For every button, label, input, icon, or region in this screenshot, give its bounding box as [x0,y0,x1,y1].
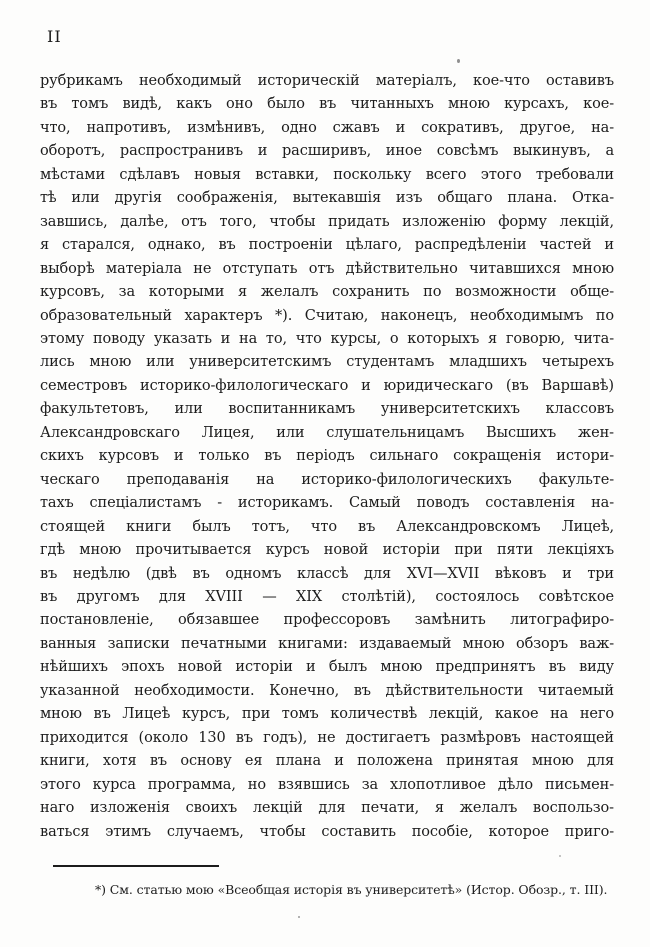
text-line: что, напротивъ, измѣнивъ, одно сжавъ и сокративъ, другое, на- [40,119,614,136]
text-line: наго изложенія своихъ лекцій для печати, я желалъ воспользо- [40,800,614,817]
text-line: скихъ курсовъ и только въ періодъ сильнаго сокращенія истори- [40,448,614,465]
text-line: нѣйшихъ эпохъ новой исторіи и былъ мною предпринятъ въ виду [40,659,614,676]
text-line: указанной необходимости. Конечно, въ дѣйствительности читаемый [40,682,614,699]
text-line: мѣстами сдѣлавъ новыя вставки, поскольку всего этого требовали [40,166,614,183]
scan-speck [298,916,300,918]
text-line: этого курса программа, но взявшись за хлопотливое дѣло письмен- [40,776,614,793]
text-line: ванныя записки печатными книгами: издаваемый мною обзоръ важ- [40,635,614,652]
text-line: ваться этимъ случаемъ, чтобы составить пособіе, которое приго- [40,823,614,840]
text-line: оборотъ, распространивъ и расширивъ, иное совсѣмъ выкинувъ, а [40,143,614,160]
text-line: рубрикамъ необходимый историческій матеріалъ, кое-что оставивъ [40,73,614,89]
text-line: тахъ спеціалистамъ - историкамъ. Самый поводъ составленія на- [40,495,614,512]
body-text [40,70,614,844]
text-line: стоящей книги былъ тотъ, что въ Александровскомъ Лицеѣ, [40,518,614,535]
text-line: приходится (около 130 въ годъ), не достигаетъ размѣровъ настоящей [40,729,614,746]
footnote-separator-rule [53,865,219,867]
text-line: семестровъ историко-филологическаго и юридическаго (въ Варшавѣ) [40,377,614,394]
text-line: этому поводу указать и на то, что курсы, о которыхъ я говорю, чита- [40,330,614,347]
page-number: II [47,27,62,46]
text-line: мною въ Лицеѣ курсъ, при томъ количествѣ лекцій, какое на него [40,706,614,723]
text-line: я старался, однако, въ построеніи цѣлаго, распредѣленіи частей и [40,237,614,254]
footnote: *) См. статью мою «Всеобщая исторія въ университетѣ» (Истор. Обозр., т. III). [95,882,608,897]
scan-speck [457,59,460,63]
text-line: выборѣ матеріала не отступать отъ дѣйствительно читавшихся мною [40,260,614,277]
text-line: Александровскаго Лицея, или слушательницамъ Высшихъ жен- [40,424,614,441]
scan-speck [559,855,561,857]
text-line: постановленіе, обязавшее профессоровъ замѣнить литографиро- [40,612,614,629]
text-line: тѣ или другія соображенія, вытекавшія изъ общаго плана. Отка- [40,190,614,207]
text-line: факультетовъ, или воспитанникамъ университетскихъ классовъ [40,401,614,418]
text-line: образовательный характеръ *). Считаю, наконецъ, необходимымъ по [40,307,614,324]
text-line: ческаго преподаванія на историко-филологическихъ факульте- [40,471,614,488]
text-line: въ недѣлю (двѣ въ одномъ классѣ для XVI—XVII вѣковъ и три [40,565,614,582]
text-line: въ другомъ для XVIII — XIX столѣтій), состоялось совѣтское [40,588,614,605]
text-line: гдѣ мною прочитывается курсъ новой исторіи при пяти лекціяхъ [40,542,614,559]
text-line: курсовъ, за которыми я желалъ сохранить по возможности обще- [40,284,614,301]
text-line: книги, хотя въ основу ея плана и положена принятая мною для [40,753,614,770]
text-line: завшись, далѣе, отъ того, чтобы придать изложенію форму лекцій, [40,213,614,230]
text-line: въ томъ видѣ, какъ оно было въ читанныхъ мною курсахъ, кое- [40,96,614,113]
text-line: лись мною или университетскимъ студентамъ младшихъ четырехъ [40,354,614,371]
